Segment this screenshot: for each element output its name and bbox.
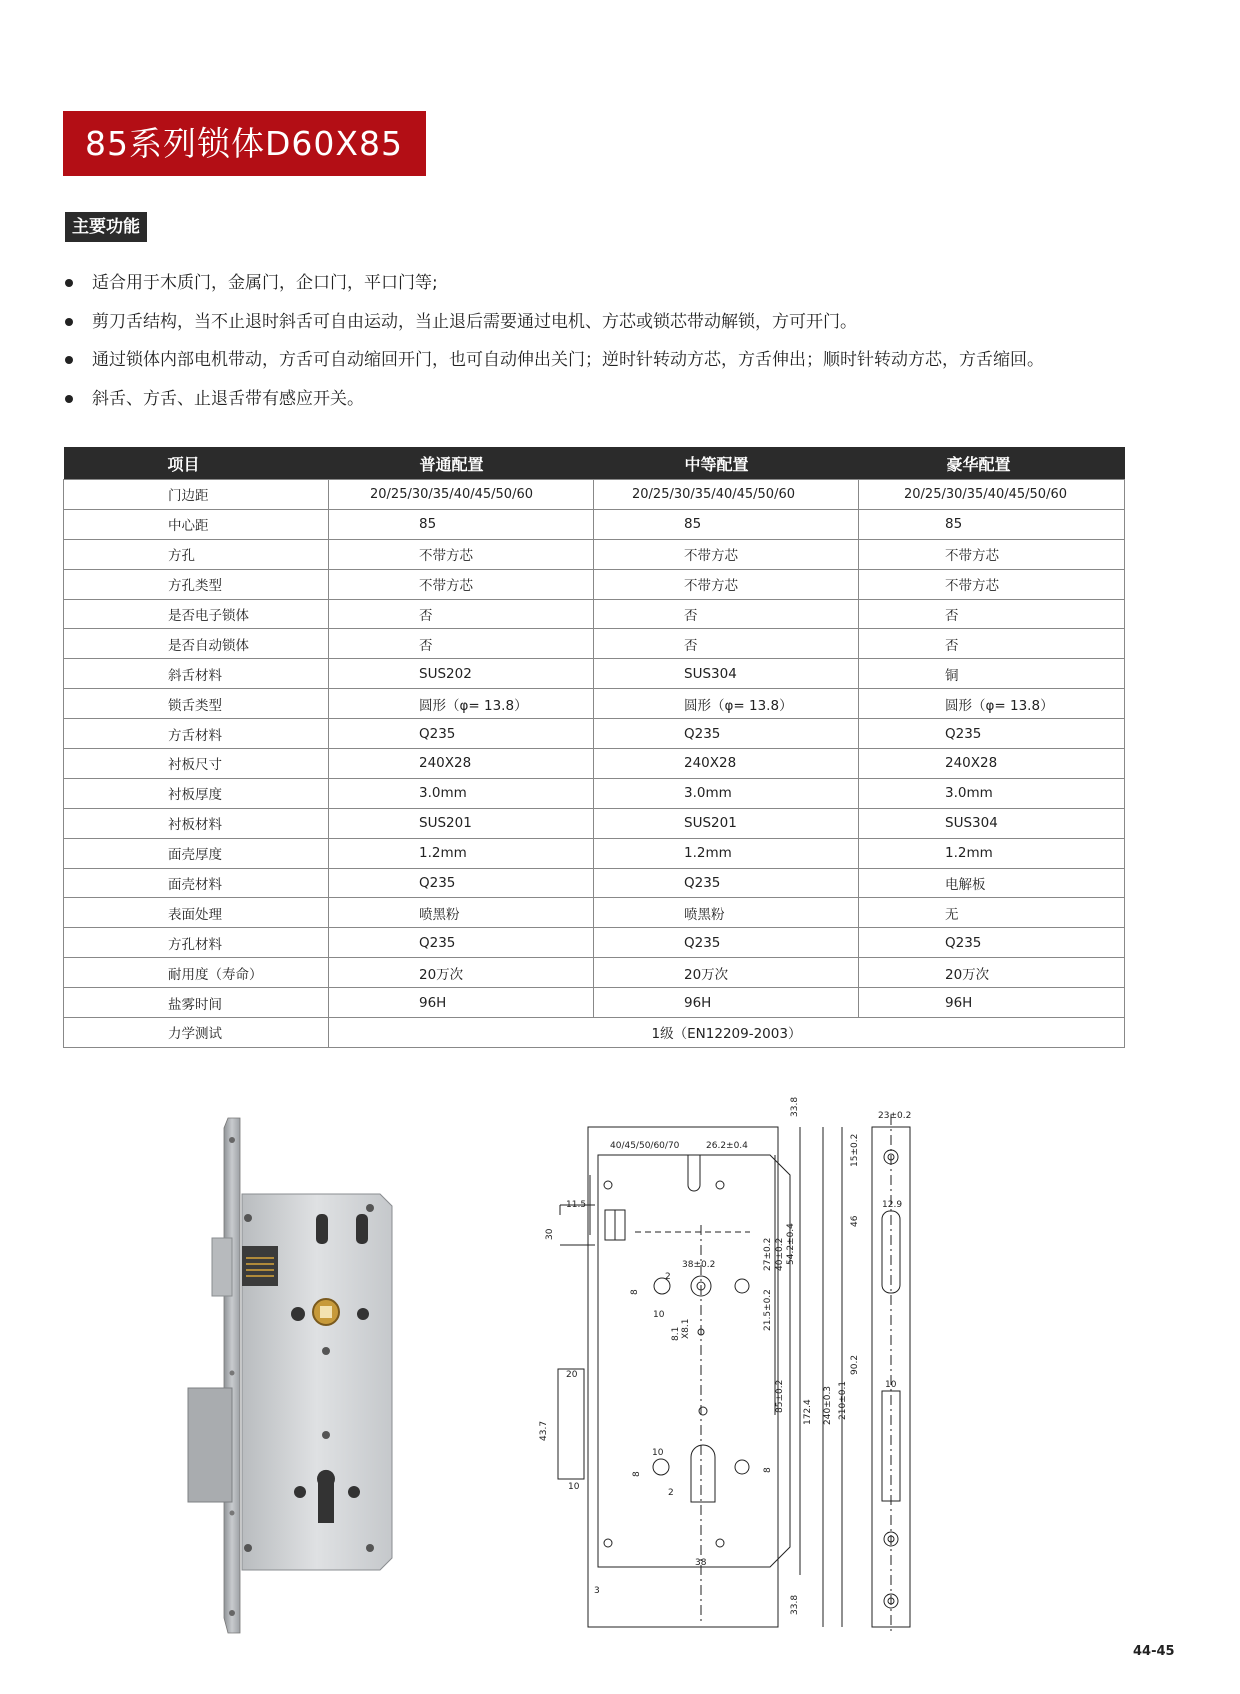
table-cell: 喷黑粉 [594,898,859,928]
table-cell: SUS304 [594,659,859,689]
table-cell: 20万次 [329,958,594,988]
table-cell: 无 [859,898,1125,928]
table-row [64,778,1125,808]
row-label: 盐雾时间 [64,988,329,1018]
dim-label: 23±0.2 [878,1111,912,1121]
table-row [64,898,1125,928]
row-label: 方孔类型 [64,569,329,599]
table-body [64,480,1125,1048]
dim-label: 11.5 [566,1200,587,1210]
table-row [64,988,1125,1018]
dim-label: 27±0.2 [763,1237,773,1271]
row-label: 衬板材料 [64,808,329,838]
table-cell: 铜 [859,659,1125,689]
row-label: 面壳材料 [64,868,329,898]
table-row [64,808,1125,838]
dim-label: 2 [665,1272,671,1282]
table-cell: SUS304 [859,808,1125,838]
dim-label: 10 [652,1448,664,1458]
feature-item: 斜舌、方舌、止退舌带有感应开关。 [62,384,1044,423]
table-cell: Q235 [859,928,1125,958]
row-label: 是否电子锁体 [64,599,329,629]
table-cell: 240X28 [859,749,1125,779]
table-cell: 否 [859,599,1125,629]
table-cell: 85 [594,509,859,539]
dim-label: 8 [632,1471,642,1477]
product-photo [190,1118,410,1633]
table-cell: Q235 [329,928,594,958]
table-cell: SUS201 [594,808,859,838]
table-cell: 85 [329,509,594,539]
dim-label: 26.2±0.4 [706,1141,748,1151]
table-cell: SUS202 [329,659,594,689]
table-cell: 1.2mm [594,838,859,868]
row-label: 面壳厚度 [64,838,329,868]
dim-label: 2 [668,1488,674,1498]
row-label: 表面处理 [64,898,329,928]
dim-label: 38 [695,1558,707,1568]
row-label: 方孔材料 [64,928,329,958]
table-cell: 喷黑粉 [329,898,594,928]
table-cell: 20/25/30/35/40/45/50/60 [594,480,859,510]
table-cell: 圆形（φ= 13.8） [594,689,859,719]
dim-label: 240±0.3 [823,1385,833,1425]
table-cell: 96H [329,988,594,1018]
table-cell: 否 [594,629,859,659]
table-cell: 96H [594,988,859,1018]
dim-label: 3 [594,1586,600,1596]
table-row [64,659,1125,689]
table-cell: 圆形（φ= 13.8） [859,689,1125,719]
spec-table [63,447,1125,1048]
dim-label: 40/45/50/60/70 [610,1141,680,1151]
dim-label: X8.1 [681,1318,691,1339]
dim-label: 90.2 [850,1354,860,1375]
table-cell: 3.0mm [329,778,594,808]
header-luxury: 豪华配置 [859,447,1125,480]
table-cell: 85 [859,509,1125,539]
table-cell: 1级（EN12209-2003） [329,1018,1125,1048]
table-cell: Q235 [329,719,594,749]
table-cell: Q235 [594,719,859,749]
row-label: 门边距 [64,480,329,510]
dim-label: 20 [566,1370,578,1380]
table-cell: 否 [329,629,594,659]
table-cell: 240X28 [594,749,859,779]
table-header-row [64,447,1125,480]
table-row [64,749,1125,779]
feature-list [62,268,1044,422]
page-title: 85系列锁体D60X85 [63,111,426,176]
table-cell: 否 [859,629,1125,659]
bullet-icon [65,279,73,287]
dim-label: 38±0.2 [682,1260,716,1270]
row-label: 方孔 [64,539,329,569]
dim-label: 15±0.2 [850,1133,860,1167]
row-label: 锁舌类型 [64,689,329,719]
table-cell: 不带方芯 [329,569,594,599]
table-cell: SUS201 [329,808,594,838]
dim-label: 8.1 [671,1326,681,1341]
table-cell: 1.2mm [859,838,1125,868]
dim-label: 8 [763,1467,773,1473]
dim-label: 10 [653,1310,665,1320]
table-cell: Q235 [329,868,594,898]
table-cell: 不带方芯 [594,539,859,569]
dim-label: 172.4 [803,1399,813,1425]
table-cell: 20万次 [594,958,859,988]
table-cell: 电解板 [859,868,1125,898]
dim-label: 46 [850,1215,860,1227]
table-cell: 96H [859,988,1125,1018]
dim-label: 30 [545,1228,555,1240]
header-item: 项目 [64,447,329,480]
dim-label: 33.8 [790,1096,800,1117]
dim-label: 10 [885,1380,897,1390]
dim-label: 40±0.2 [775,1237,785,1271]
table-cell: 否 [594,599,859,629]
row-label: 衬板尺寸 [64,749,329,779]
table-cell: 圆形（φ= 13.8） [329,689,594,719]
row-label: 方舌材料 [64,719,329,749]
header-basic: 普通配置 [329,447,594,480]
table-cell: 20/25/30/35/40/45/50/60 [329,480,594,510]
feature-item: 通过锁体内部电机带动，方舌可自动缩回开门，也可自动伸出关门；逆时针转动方芯，方舌伸出；顺时针转动方芯，方舌缩回。 [62,345,1044,384]
dim-label: 10 [568,1482,580,1492]
table-cell: 3.0mm [594,778,859,808]
table-cell: 不带方芯 [594,569,859,599]
bullet-icon [65,356,73,364]
table-cell: 1.2mm [329,838,594,868]
table-cell: 不带方芯 [859,569,1125,599]
table-row [64,689,1125,719]
row-label: 衬板厚度 [64,778,329,808]
bullet-icon [65,395,73,403]
dim-label: 8 [630,1289,640,1295]
table-cell: 否 [329,599,594,629]
table-cell: Q235 [859,719,1125,749]
table-row [64,509,1125,539]
table-row [64,629,1125,659]
table-row [64,958,1125,988]
dim-label: 54.2±0.4 [786,1223,796,1265]
table-row [64,599,1125,629]
table-row [64,569,1125,599]
page-number: 44-45 [1133,1644,1175,1659]
feature-item: 剪刀舌结构，当不止退时斜舌可自由运动，当止退后需要通过电机、方芯或锁芯带动解锁，方可开门。 [62,307,1044,346]
table-cell: 240X28 [329,749,594,779]
section-title: 主要功能 [65,212,147,242]
dim-label: 210±0.1 [838,1380,848,1420]
table-cell: 不带方芯 [329,539,594,569]
table-cell: 20万次 [859,958,1125,988]
table-cell: Q235 [594,868,859,898]
table-row [64,838,1125,868]
dim-label: 12.9 [882,1200,903,1210]
dim-label: 85±0.2 [775,1379,785,1413]
row-label: 是否自动锁体 [64,629,329,659]
table-row [64,928,1125,958]
table-row [64,480,1125,510]
bullet-icon [65,318,73,326]
table-row [64,868,1125,898]
table-cell: 不带方芯 [859,539,1125,569]
feature-item: 适合用于木质门，金属门，企口门，平口门等; [62,268,1044,307]
row-label: 力学测试 [64,1018,329,1048]
table-row [64,1018,1125,1048]
technical-drawing [539,1095,1020,1640]
table-cell: 20/25/30/35/40/45/50/60 [859,480,1125,510]
row-label: 斜舌材料 [64,659,329,689]
row-label: 耐用度（寿命） [64,958,329,988]
dim-label: 43.7 [539,1420,549,1441]
table-row [64,719,1125,749]
table-row [64,539,1125,569]
table-cell: Q235 [594,928,859,958]
dim-label: 33.8 [790,1594,800,1615]
row-label: 中心距 [64,509,329,539]
table-cell: 3.0mm [859,778,1125,808]
header-medium: 中等配置 [594,447,859,480]
dim-label: 21.5±0.2 [763,1289,773,1331]
